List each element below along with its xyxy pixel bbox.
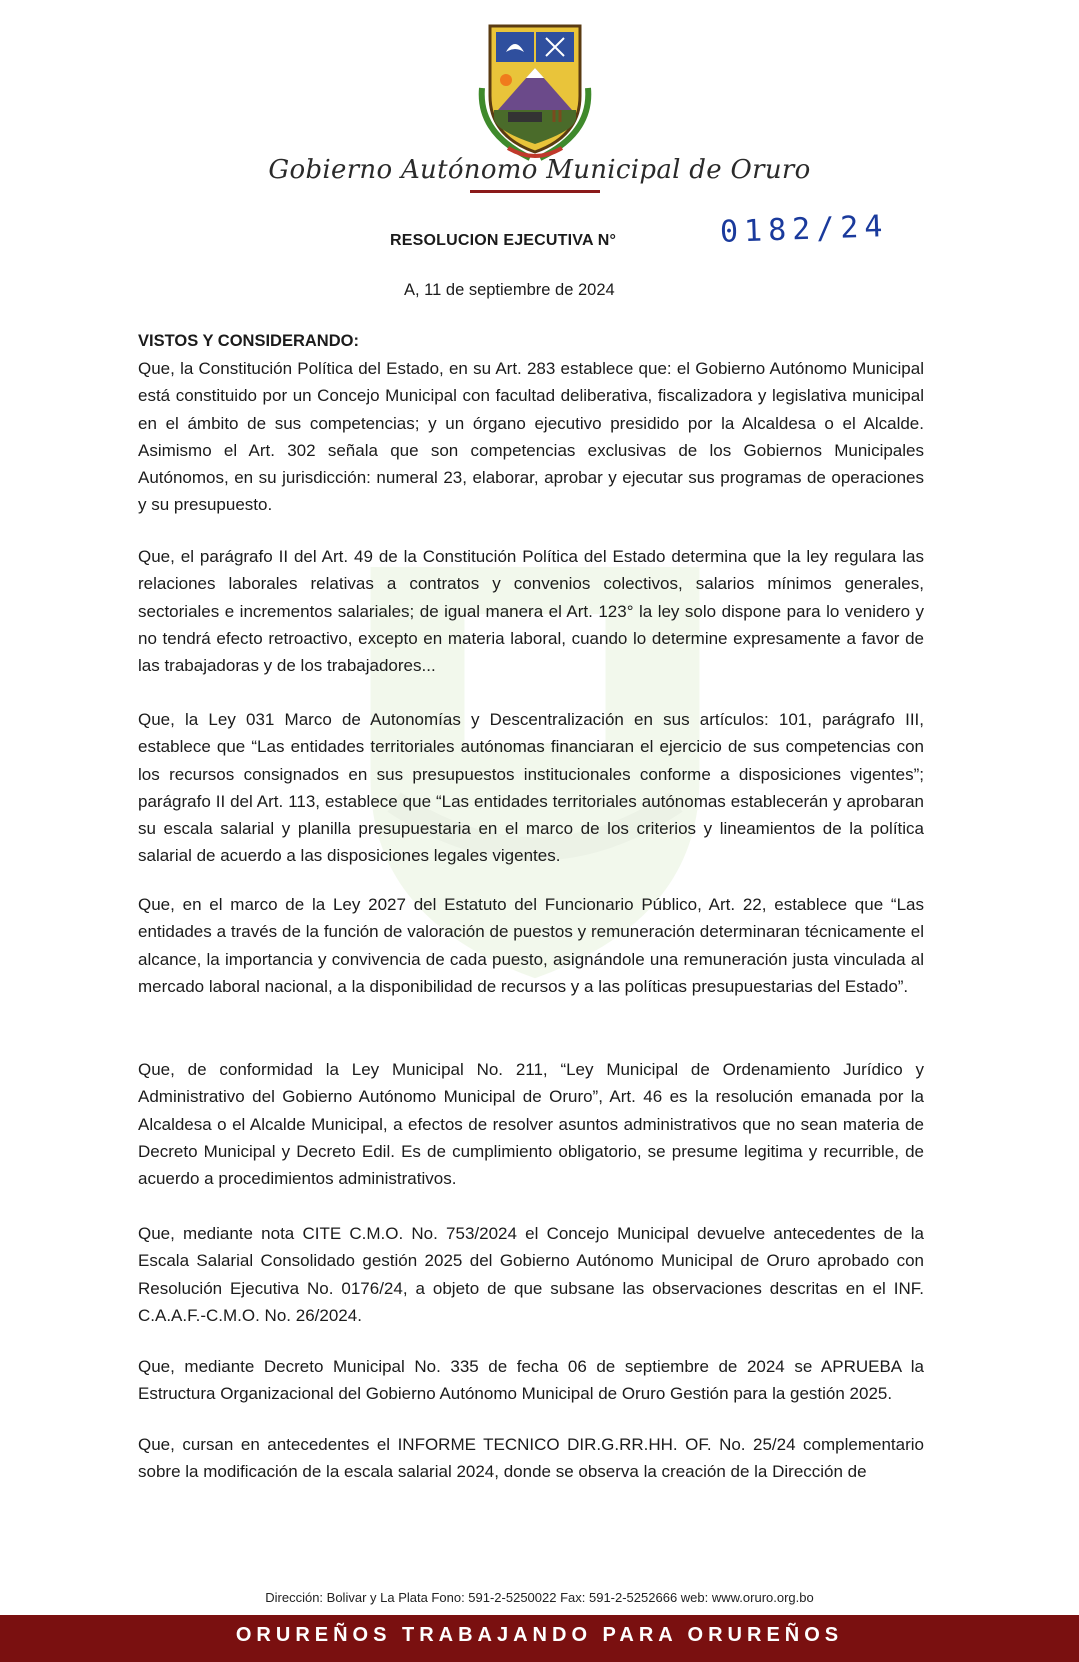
municipal-seal-icon	[468, 18, 602, 168]
paragraph-7: Que, mediante Decreto Municipal No. 335 de fecha 06 de septiembre de 2024 se APRUEBA la Estructura Organizacional del Gobierno Autónomo Municipal de Oruro Gestión para la gestión 2025.	[138, 1357, 924, 1404]
header-divider	[470, 190, 600, 193]
paragraph-5: Que, de conformidad la Ley Municipal No. 211, “Ley Municipal de Ordenamiento Jurídico y Administrativo del Gobierno Autónomo Municipal de Oruro”, Art. 46 es la resolución emanada por la Alcaldesa o el Alcalde Municipal, a efectos de resolver asuntos administrativos que no sean materia de Decreto Municipal y Decreto Edil. Es de cumplimiento obligatorio, se presume legitima y recurrible, de acuerdo a procedimientos administrativos.	[138, 1060, 924, 1189]
paragraph-6: Que, mediante nota CITE C.M.O. No. 753/2024 el Concejo Municipal devuelve antecedentes de la Escala Salarial Consolidado gestión 2025 del Gobierno Autónomo Municipal de Oruro aprobado con Resolución Ejecutiva No. 0176/24, a objeto de que subsane las observaciones descritas en el INF. C.A.A.F.-C.M.O. No. 26/2024.	[138, 1224, 924, 1325]
footer-address: Dirección: Bolivar y La Plata Fono: 591-2-5250022 Fax: 591-2-5252666 web: www.oruro.org.bo	[265, 1590, 814, 1605]
resolution-label: RESOLUCION EJECUTIVA N°	[390, 232, 617, 249]
paragraph-3: Que, la Ley 031 Marco de Autonomías y Descentralización en sus artículos: 101, parágrafo III, establece que “Las entidades territoriales autónomas financiaran el ejercicio de sus competencias con los recursos consignados en sus presupuestos institucionales conforme a disposiciones vigentes”; parágrafo II del Art. 113, establece que “Las entidades territoriales autónomas establecerán y aprobaran su escala salarial y planilla presupuestaria en el marco de los criterios y lineamientos de la política salarial de acuerdo a las disposiciones legales vigentes.	[138, 710, 924, 866]
paragraph-4: Que, en el marco de la Ley 2027 del Estatuto del Funcionario Público, Art. 22, establece que “Las entidades a través de la función de valoración de puestos y remuneración determinaran técnicamente el alcance, la importancia y convivencia de cada puesto, asignándole una remuneración justa vinculada al mercado laboral nacional, a la disponibilidad de recursos y a las políticas presupuestarias del Estado”.	[138, 895, 924, 996]
resolution-date: A, 11 de septiembre de 2024	[404, 281, 615, 299]
paragraph-8: Que, cursan en antecedentes el INFORME TECNICO DIR.G.RR.HH. OF. No. 25/24 complementario sobre la modificación de la escala salarial 2024, donde se observa la creación de la Dirección de	[138, 1435, 924, 1482]
footer-slogan: ORUREÑOS TRABAJANDO PARA ORUREÑOS	[235, 1624, 844, 1646]
resolution-number-stamp: 0182/24	[719, 209, 889, 250]
institution-name: Gobierno Autónomo Municipal de Oruro	[268, 155, 811, 185]
paragraph-2: Que, el parágrafo II del Art. 49 de la Constitución Política del Estado determina que la ley regulara las relaciones laborales relativas a contratos y convenios colectivos, salarios mínimos generales, sectoriales e incrementos salariales; de igual manera el Art. 123° la ley solo dispone para lo venidero y no tendrá efecto retroactivo, excepto en materia laboral, cuando lo determine expresamente a favor de las trabajadoras y de los trabajadores...	[138, 547, 924, 676]
section-heading: VISTOS Y CONSIDERANDO:	[138, 332, 359, 350]
paragraph-1: Que, la Constitución Política del Estado, en su Art. 283 establece que: el Gobierno Autónomo Municipal está constituido por un Concejo Municipal con facultad deliberativa, fiscalizadora y legislativa municipal en el ámbito de sus competencias; y un órgano ejecutivo presidido por la Alcaldesa o el Alcalde. Asimismo el Art. 302 señala que son competencias exclusivas de los Gobiernos Municipales Autónomos, en su jurisdicción: numeral 23, elaborar, aprobar y ejecutar sus programas de operaciones y su presupuesto.	[138, 359, 924, 515]
